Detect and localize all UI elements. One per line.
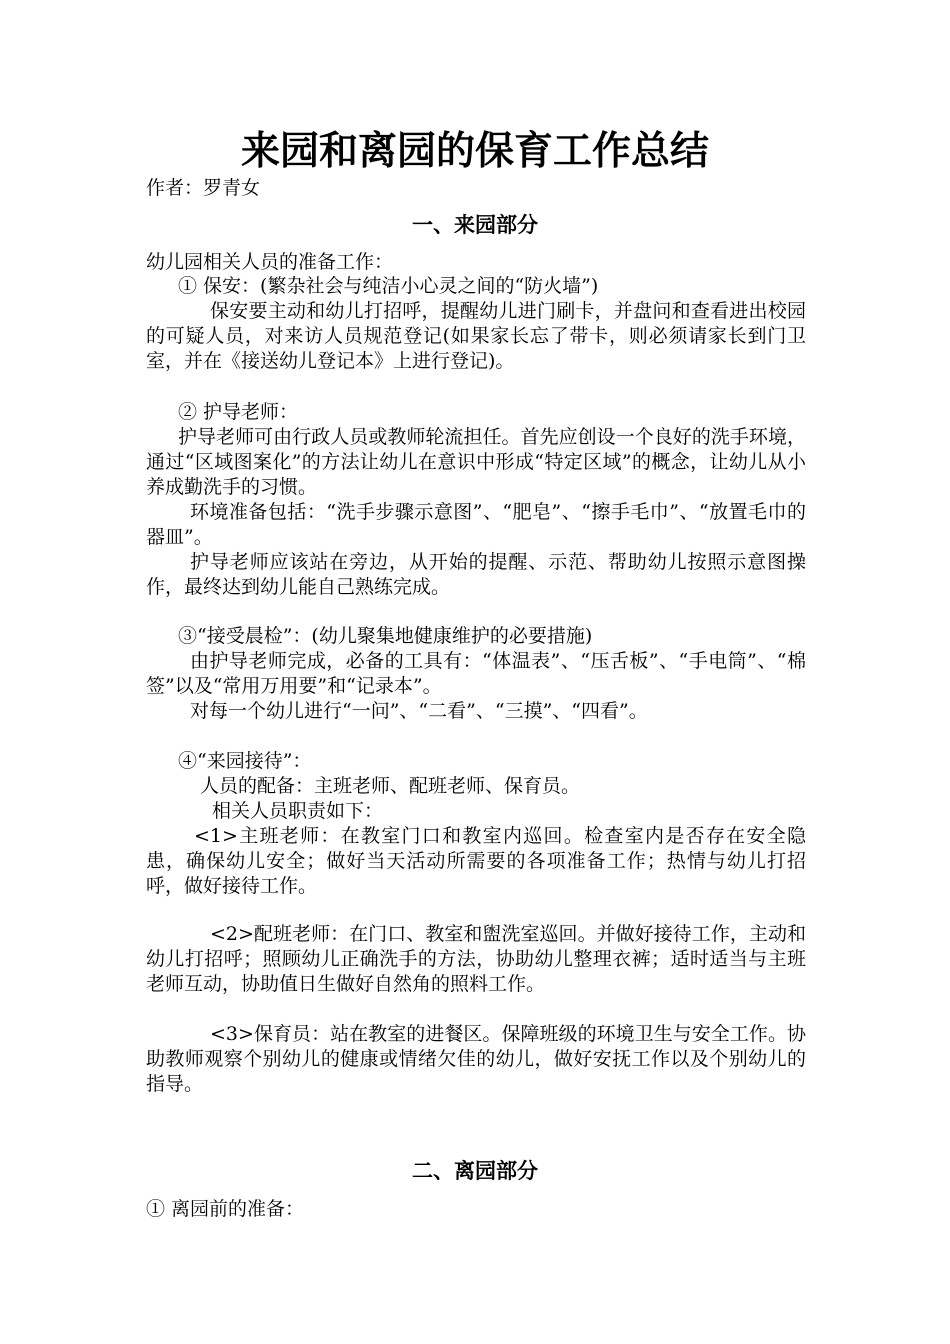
section-heading-departure: 二、离园部分 <box>412 1159 538 1183</box>
item-reception-title: ④“来园接待”： <box>178 750 312 772</box>
item-guide-teacher-title: ② 护导老师： <box>178 401 299 423</box>
item-guide-teacher-environment: 环境准备包括：“洗手步骤示意图”、“肥皂”、“擦手毛巾”、“放置毛巾的器皿”。 <box>146 501 806 548</box>
duty-head-teacher: <1>主班老师：在教室门口和教室内巡回。检查室内是否存在安全隐患，确保幼儿安全；做好当天活动所需要的各项准备工作；热情与幼儿打招呼，做好接待工作。 <box>146 825 806 897</box>
item-morning-check-title: ③“接受晨检”：(幼儿聚集地健康维护的必要措施) <box>178 625 593 647</box>
item-reception-duties-intro: 相关人员职责如下： <box>212 800 384 822</box>
section-heading-arrival: 一、来园部分 <box>412 213 538 237</box>
item-security-body: 保安要主动和幼儿打招呼，提醒幼儿进门刷卡，并盘问和查看进出校园的可疑人员，对来访人员规范登记(如果家长忘了带卡，则必须请家长到门卫室，并在《接送幼儿登记本》上进行登记)。 <box>146 300 806 372</box>
document-title: 来园和离园的保育工作总结 <box>240 129 709 174</box>
item-reception-staff: 人员的配备：主班老师、配班老师、保育员。 <box>200 775 581 797</box>
item-departure-prep: ① 离园前的准备： <box>146 1198 305 1220</box>
item-morning-check-tools: 由护导老师完成，必备的工具有：“体温表”、“压舌板”、“手电筒”、“棉签”以及“常用万用要”和“记录本”。 <box>146 650 806 697</box>
item-security-title: ① 保安：(繁杂社会与纯洁小心灵之间的“防火墙”) <box>178 275 599 297</box>
duty-assistant-teacher: <2>配班老师：在门口、教室和盥洗室巡回。并做好接待工作，主动和幼儿打招呼；照顾幼儿正确洗手的方法，协助幼儿整理衣裤；适时适当与主班老师互动，协助值日生做好自然角的照料工作。 <box>146 923 806 995</box>
item-morning-check-steps: 对每一个幼儿进行“一问”、“二看”、“三摸”、“四看”。 <box>190 700 648 722</box>
section-intro: 幼儿园相关人员的准备工作： <box>146 251 394 273</box>
duty-caregiver: <3>保育员：站在教室的进餐区。保障班级的环境卫生与安全工作。协助教师观察个别幼儿的健康或情绪欠佳的幼儿，做好安抚工作以及个别幼儿的指导。 <box>146 1023 806 1095</box>
item-guide-teacher-body: 护导老师可由行政人员或教师轮流担任。首先应创设一个良好的洗手环境，通过“区域图案化”的方法让幼儿在意识中形成“特定区域”的概念，让幼儿从小养成勤洗手的习惯。 <box>146 426 806 498</box>
author-line: 作者：罗青女 <box>146 177 261 199</box>
item-guide-teacher-standing: 护导老师应该站在旁边，从开始的提醒、示范、帮助幼儿按照示意图操作，最终达到幼儿能自己熟练完成。 <box>146 551 806 598</box>
